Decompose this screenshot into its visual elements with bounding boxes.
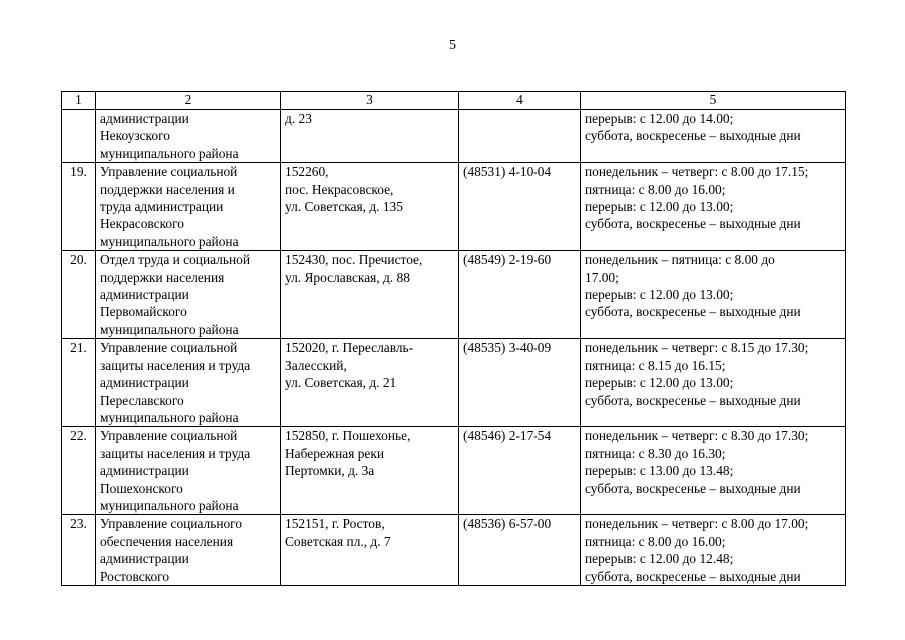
working-hours-line: перерыв: с 12.00 до 12.48;: [585, 551, 734, 567]
working-hours-line: перерыв: с 12.00 до 13.00;: [585, 199, 734, 215]
agency-name-line: Первомайского: [100, 304, 187, 320]
working-hours-line: суббота, воскресенье – выходные дни: [585, 304, 801, 320]
agency-name-line: Пошехонского: [100, 480, 183, 496]
address-cell: [281, 110, 459, 163]
working-hours-line: суббота, воскресенье – выходные дни: [585, 568, 801, 584]
working-hours-line: перерыв: с 12.00 до 13.00;: [585, 375, 734, 391]
table-header-row: [62, 92, 846, 110]
working-hours-cell: [581, 515, 846, 586]
agency-name-line: поддержки населения и: [100, 181, 235, 197]
agency-name-line: защиты населения и труда: [100, 445, 251, 461]
working-hours-line: пятница: с 8.00 до 16.00;: [585, 533, 726, 549]
phone-cell: (48535) 3-40-09: [459, 339, 581, 427]
agency-name-line: администрации: [100, 375, 189, 391]
working-hours-line: пятница: с 8.00 до 16.00;: [585, 181, 726, 197]
address-cell: [281, 163, 459, 251]
agency-name-line: Некоузского: [100, 128, 170, 144]
phone-cell: (48536) 6-57-00: [459, 515, 581, 586]
row-number-cell: 23.: [62, 515, 96, 586]
agency-name-line: Некрасовского: [100, 216, 184, 232]
address-line: Пертомки, д. 3а: [285, 463, 375, 479]
address-cell: [281, 339, 459, 427]
agency-name-cell: [96, 251, 281, 339]
working-hours-cell: [581, 251, 846, 339]
agency-name-cell: [96, 110, 281, 163]
row-number-cell: [62, 110, 96, 163]
row-number-cell: 20.: [62, 251, 96, 339]
working-hours-cell: [581, 427, 846, 515]
table-row: [62, 515, 846, 586]
working-hours-line: понедельник – пятница: с 8.00 до: [585, 252, 775, 268]
working-hours-line: понедельник – четверг: с 8.30 до 17.30;: [585, 428, 809, 444]
agency-name-line: муниципального района: [100, 409, 239, 425]
agency-name-line: администрации: [100, 111, 189, 126]
phone-cell: (48546) 2-17-54: [459, 427, 581, 515]
address-cell: [281, 427, 459, 515]
agency-name-line: муниципального района: [100, 145, 239, 161]
table-row: [62, 110, 846, 163]
working-hours-line: перерыв: с 12.00 до 13.00;: [585, 287, 734, 303]
table-row: [62, 251, 846, 339]
agency-name-cell: [96, 427, 281, 515]
address-cell: [281, 251, 459, 339]
working-hours-line: суббота, воскресенье – выходные дни: [585, 480, 801, 496]
address-line: 152151, г. Ростов,: [285, 516, 385, 532]
phone-cell: (48531) 4-10-04: [459, 163, 581, 251]
working-hours-line: суббота, воскресенье – выходные дни: [585, 128, 801, 144]
agency-name-line: муниципального района: [100, 233, 239, 249]
address-line: Залесский,: [285, 357, 347, 373]
agency-name-line: защиты населения и труда: [100, 357, 251, 373]
address-cell: [281, 515, 459, 586]
agency-name-line: Управление социальной: [100, 428, 238, 444]
row-number-cell: 22.: [62, 427, 96, 515]
address-line: ул. Советская, д. 21: [285, 375, 397, 391]
agency-name-line: Переславского: [100, 392, 184, 408]
agencies-table: [61, 91, 846, 586]
working-hours-line: перерыв: с 12.00 до 14.00;: [585, 111, 734, 126]
address-line: ул. Ярославская, д. 88: [285, 269, 410, 285]
row-number-cell: 21.: [62, 339, 96, 427]
address-line: Набережная реки: [285, 445, 385, 461]
header-cell-5: 5: [581, 92, 846, 110]
header-cell-2: 2: [96, 92, 281, 110]
working-hours-line: понедельник – четверг: с 8.00 до 17.15;: [585, 164, 809, 180]
agency-name-line: обеспечения населения: [100, 533, 234, 549]
agency-name-line: Управление социальной: [100, 164, 238, 180]
header-cell-3: 3: [281, 92, 459, 110]
agency-name-line: муниципального района: [100, 497, 239, 513]
agency-name-cell: [96, 515, 281, 586]
address-line: 152020, г. Переславль-: [285, 340, 414, 356]
working-hours-line: пятница: с 8.30 до 16.30;: [585, 445, 726, 461]
header-cell-1: 1: [62, 92, 96, 110]
table-row: [62, 339, 846, 427]
address-line: 152850, г. Пошехонье,: [285, 428, 411, 444]
working-hours-line: суббота, воскресенье – выходные дни: [585, 392, 801, 408]
agency-name-line: администрации: [100, 287, 189, 303]
header-cell-4: 4: [459, 92, 581, 110]
address-line: 152430, пос. Пречистое,: [285, 252, 423, 268]
agency-name-line: поддержки населения: [100, 269, 225, 285]
working-hours-line: 17.00;: [585, 269, 619, 285]
agency-name-line: муниципального района: [100, 321, 239, 337]
address-line: ул. Советская, д. 135: [285, 199, 403, 215]
agency-name-line: администрации: [100, 551, 189, 567]
row-number-cell: 19.: [62, 163, 96, 251]
agency-name-cell: [96, 163, 281, 251]
working-hours-line: суббота, воскресенье – выходные дни: [585, 216, 801, 232]
address-line: д. 23: [285, 111, 312, 126]
agency-name-line: администрации: [100, 463, 189, 479]
agency-name-line: труда администрации: [100, 199, 224, 215]
working-hours-line: пятница: с 8.15 до 16.15;: [585, 357, 726, 373]
working-hours-cell: [581, 163, 846, 251]
agency-name-cell: [96, 339, 281, 427]
address-line: Советская пл., д. 7: [285, 533, 391, 549]
address-line: пос. Некрасовское,: [285, 181, 394, 197]
working-hours-line: понедельник – четверг: с 8.15 до 17.30;: [585, 340, 809, 356]
table-row: [62, 163, 846, 251]
address-line: 152260,: [285, 164, 329, 180]
working-hours-line: перерыв: с 13.00 до 13.48;: [585, 463, 734, 479]
phone-cell: [459, 110, 581, 163]
page-number: 5: [449, 38, 456, 53]
working-hours-cell: [581, 339, 846, 427]
agency-name-line: Управление социальной: [100, 340, 238, 356]
working-hours-cell: [581, 110, 846, 163]
agency-name-line: Отдел труда и социальной: [100, 252, 250, 268]
working-hours-line: понедельник – четверг: с 8.00 до 17.00;: [585, 516, 809, 532]
table-row: [62, 427, 846, 515]
agency-name-line: Ростовского: [100, 568, 170, 584]
phone-cell: (48549) 2-19-60: [459, 251, 581, 339]
agency-name-line: Управление социального: [100, 516, 243, 532]
